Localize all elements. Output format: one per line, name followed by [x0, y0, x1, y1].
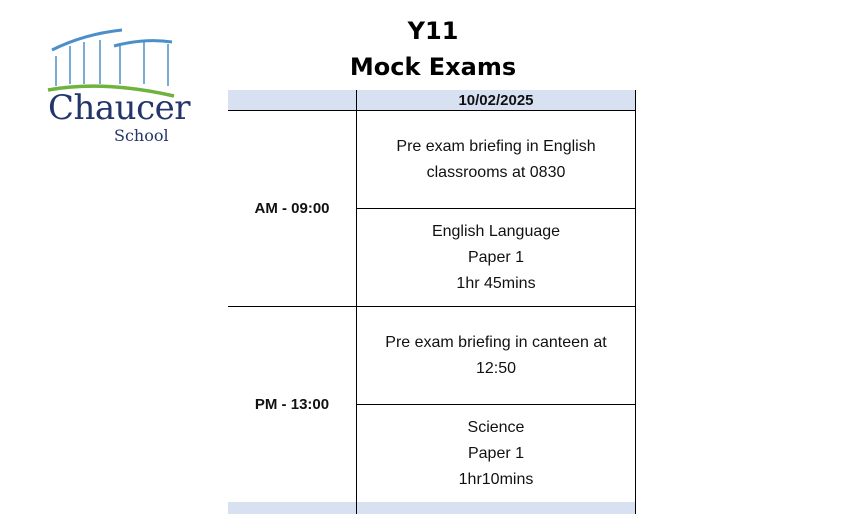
table-footer-row	[228, 502, 636, 514]
exam-subject: Science	[467, 418, 525, 436]
exam-duration: 1hr10mins	[458, 470, 534, 488]
header-date: 10/02/2025	[357, 90, 636, 111]
exam-duration: 1hr 45mins	[456, 274, 536, 292]
exam-cell-am	[357, 209, 636, 307]
briefing-cell-pm	[357, 307, 636, 405]
logo-school-subtitle: School	[114, 126, 169, 145]
school-logo	[44, 28, 190, 148]
exam-cell-pm	[357, 405, 636, 503]
exam-paper: Paper 1	[467, 248, 525, 266]
briefing-cell-am	[357, 111, 636, 209]
briefing-line: Pre exam briefing in English	[396, 137, 596, 155]
briefing-line: 12:50	[475, 359, 517, 377]
briefing-line: classrooms at 0830	[426, 163, 566, 181]
table-header-row	[228, 90, 636, 111]
footer-cell	[357, 502, 636, 514]
footer-cell	[228, 502, 357, 514]
logo-school-name: Chaucer	[48, 88, 190, 128]
session-time-pm: PM - 13:00	[228, 307, 357, 503]
header-empty-cell	[228, 90, 357, 111]
exam-paper: Paper 1	[467, 444, 525, 462]
exam-subject: English Language	[431, 222, 561, 240]
table-row	[228, 111, 636, 209]
session-time-am: AM - 09:00	[228, 111, 357, 307]
briefing-line: Pre exam briefing in canteen at	[385, 333, 607, 351]
table-row	[228, 307, 636, 405]
page-title-exams: Mock Exams	[349, 53, 517, 81]
page-title-year: Y11	[407, 17, 459, 45]
exam-timetable	[228, 90, 636, 514]
